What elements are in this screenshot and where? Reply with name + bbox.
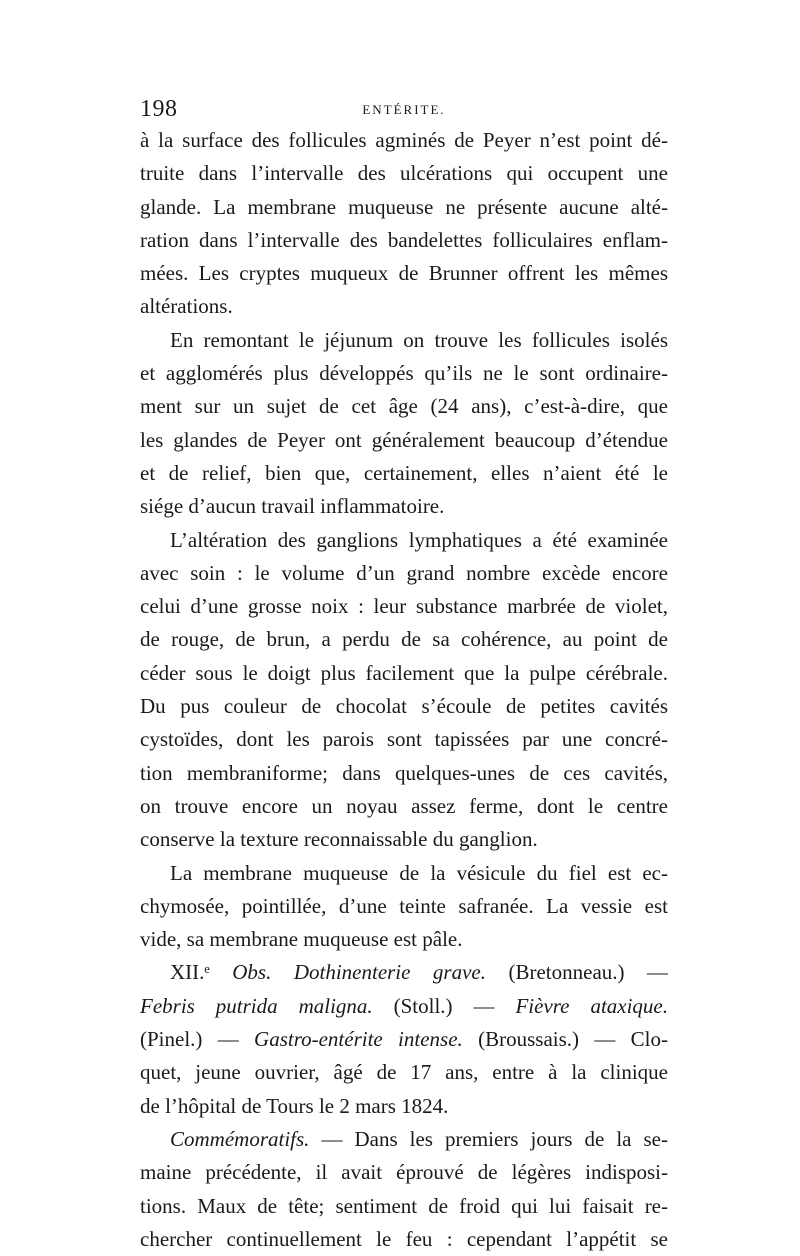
text-line <box>140 324 668 357</box>
text-segment: La membrane muqueuse de la vésicule du fiel est ec- <box>170 860 668 885</box>
text-segment: L’altération des ganglions lymphatiques a été examinée <box>170 527 668 552</box>
text-line <box>140 623 668 656</box>
text-segment: chymosée, pointillée, d’une teinte safranée. La vessie est <box>140 893 668 918</box>
text-segment: quet, jeune ouvrier, âgé de 17 ans, entre à la clinique <box>140 1060 668 1085</box>
text-line <box>140 1223 668 1256</box>
text-segment: (Stoll.) — <box>372 993 516 1018</box>
text-segment: tions. Maux de tête; sentiment de froid qui lui faisait re- <box>140 1193 668 1218</box>
text-segment: Gastro-entérite intense. <box>254 1027 463 1052</box>
text-segment: avec soin : le volume d’un grand nombre excède encore <box>140 560 668 585</box>
text-segment: chercher continuellement le feu : cependant l’appétit se <box>140 1226 668 1251</box>
text-line <box>140 723 668 756</box>
text-segment: ment sur un sujet de cet âge (24 ans), c’est-à-dire, que <box>140 394 668 419</box>
text-segment: cystoïdes, dont les parois sont tapissées par une concré- <box>140 727 668 752</box>
text-line <box>140 524 668 557</box>
text-line <box>140 823 668 856</box>
text-line <box>140 757 668 790</box>
text-segment: (Broussais.) — Clo- <box>462 1027 668 1052</box>
text-line <box>140 290 668 323</box>
text-line <box>140 1190 668 1223</box>
text-line <box>140 257 668 290</box>
text-line <box>140 357 668 390</box>
text-segment: altérations. <box>140 294 233 319</box>
text-segment: à la surface des follicules agminés de Peyer n’est point dé- <box>140 128 668 152</box>
text-line <box>140 157 668 190</box>
text-segment: mées. Les cryptes muqueux de Brunner offrent les mêmes <box>140 261 668 286</box>
text-line <box>140 923 668 956</box>
text-line <box>140 990 668 1023</box>
text-line <box>140 657 668 690</box>
text-line <box>140 490 668 523</box>
text-segment: En remontant le jéjunum on trouve les follicules isolés <box>170 327 668 352</box>
text-segment: Du pus couleur de chocolat s’écoule de petites cavités <box>140 694 668 719</box>
text-segment: on trouve encore un noyau assez ferme, dont le centre <box>140 793 668 818</box>
text-line <box>140 424 668 457</box>
text-line <box>140 1123 668 1156</box>
text-segment: vide, sa membrane muqueuse est pâle. <box>140 927 463 952</box>
text-segment: XII.ᵉ <box>170 960 233 985</box>
text-segment: (Bretonneau.) — <box>486 960 668 985</box>
text-segment: (Pinel.) — <box>140 1027 255 1052</box>
text-segment: Commémoratifs. <box>170 1126 310 1151</box>
text-line <box>140 956 668 989</box>
text-segment: celui d’une grosse noix : leur substance marbrée de violet, <box>140 594 668 619</box>
text-segment: maine précédente, il avait éprouvé de légères indisposi- <box>140 1160 668 1185</box>
text-segment: et de relief, bien que, certainement, elles n’aient été le <box>140 460 668 485</box>
text-segment: de l’hôpital de Tours le 2 mars 1824. <box>140 1093 449 1118</box>
text-segment: et agglomérés plus développés qu’ils ne le sont ordinaire- <box>140 361 668 386</box>
running-title: ENTÉRITE. <box>362 102 446 117</box>
running-head <box>140 96 668 126</box>
text-segment: ration dans l’intervalle des bandelettes folliculaires enflam- <box>140 227 668 252</box>
text-segment: Obs. Dothinenterie grave. <box>232 960 486 985</box>
text-line <box>140 790 668 823</box>
text-line <box>140 890 668 923</box>
body-text <box>140 124 668 1256</box>
text-line <box>140 1090 668 1123</box>
text-segment: Febris putrida maligna. <box>140 993 373 1018</box>
text-line <box>140 690 668 723</box>
text-segment: glande. La membrane muqueuse ne présente aucune alté- <box>140 194 668 219</box>
text-line <box>140 590 668 623</box>
text-line <box>140 224 668 257</box>
text-line <box>140 557 668 590</box>
text-line <box>140 1023 668 1056</box>
text-line <box>140 390 668 423</box>
text-line <box>140 124 668 157</box>
text-line <box>140 857 668 890</box>
text-line <box>140 457 668 490</box>
text-segment: Fièvre ataxique. <box>515 993 668 1018</box>
text-segment: céder sous le doigt plus facilement que la pulpe cérébrale. <box>140 660 668 685</box>
text-line <box>140 1056 668 1089</box>
text-segment: de rouge, de brun, a perdu de sa cohérence, au point de <box>140 627 668 652</box>
text-segment: tion membraniforme; dans quelques-unes de ces cavités, <box>140 760 668 785</box>
text-segment: siége d’aucun travail inflammatoire. <box>140 494 445 519</box>
text-segment: les glandes de Peyer ont généralement beaucoup d’étendue <box>140 427 668 452</box>
text-segment: truite dans l’intervalle des ulcérations qui occupent une <box>140 161 668 186</box>
text-line <box>140 1156 668 1189</box>
page-number: 198 <box>140 96 178 122</box>
text-segment: — Dans les premiers jours de la se- <box>309 1126 668 1151</box>
text-line <box>140 191 668 224</box>
text-segment: conserve la texture reconnaissable du ganglion. <box>140 827 538 852</box>
